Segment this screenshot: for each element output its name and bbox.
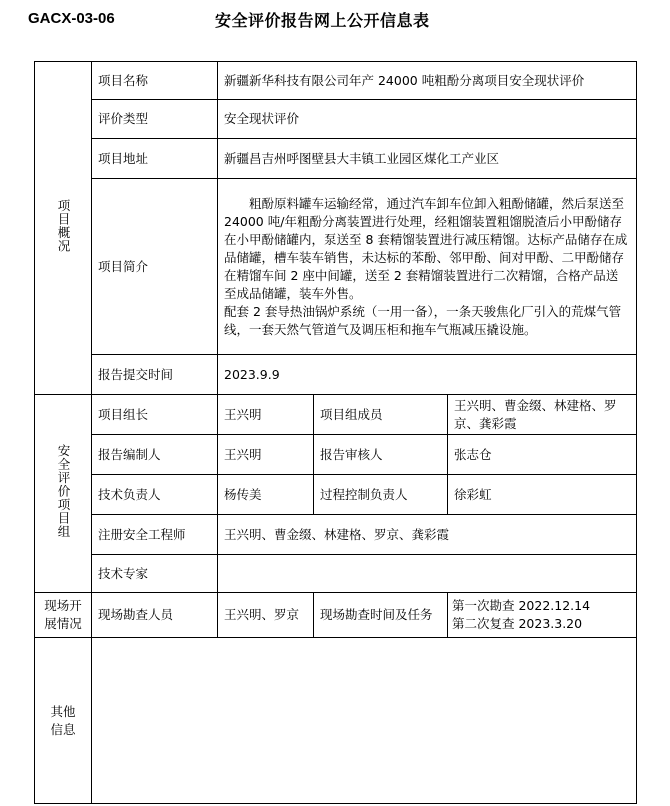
- section-label-line-2: 展情况: [44, 616, 82, 631]
- survey-second: 第二次复查 2023.3.20: [452, 616, 583, 631]
- value-report-reviewer: 张志仓: [448, 435, 637, 475]
- label-project-intro: 项目简介: [92, 179, 218, 355]
- value-project-address: 新疆昌吉州呼图壁县大丰镇工业园区煤化工产业区: [218, 139, 637, 179]
- value-survey-time: [448, 593, 637, 638]
- info-table: [34, 61, 637, 804]
- value-project-name: 新疆新华科技有限公司年产 24000 吨粗酚分离项目安全现状评价: [218, 62, 637, 100]
- value-team-leader: 王兴明: [218, 395, 314, 435]
- row-project-intro: [35, 179, 637, 355]
- label-team-members: 项目组成员: [314, 395, 448, 435]
- label-project-address: 项目地址: [92, 139, 218, 179]
- row-project-name: [35, 62, 637, 100]
- label-survey-time: 现场勘查时间及任务: [314, 593, 448, 638]
- section-label-line-1: 其他: [50, 703, 76, 719]
- intro-paragraph-2: 配套 2 套导热油锅炉系统（一用一备），一条天骏焦化厂引入的荒煤气管线，一套天然气管道气及调压柜和拖车气瓶减压撬设施。: [224, 303, 622, 337]
- row-site-survey: [35, 593, 637, 638]
- value-submit-time: 2023.9.9: [218, 355, 637, 395]
- document-title: 安全评价报告网上公开信息表: [215, 11, 430, 30]
- row-tech-lead: [35, 475, 637, 515]
- row-tech-expert: [35, 555, 637, 593]
- label-safety-engineers: 注册安全工程师: [92, 515, 218, 555]
- value-process-lead: 徐彩虹: [448, 475, 637, 515]
- value-other-info: [92, 638, 637, 804]
- value-tech-expert: [218, 555, 637, 593]
- label-submit-time: 报告提交时间: [92, 355, 218, 395]
- section-project-overview: [35, 62, 92, 395]
- section-label-line-1: 现场开: [44, 598, 82, 613]
- label-project-name: 项目名称: [92, 62, 218, 100]
- row-team-leader: [35, 395, 637, 435]
- survey-first: 第一次勘查 2022.12.14: [452, 598, 591, 613]
- label-survey-staff: 现场勘查人员: [92, 593, 218, 638]
- label-process-lead: 过程控制负责人: [314, 475, 448, 515]
- row-safety-engineers: [35, 515, 637, 555]
- value-survey-staff: 王兴明、罗京: [218, 593, 314, 638]
- row-report-writer: [35, 435, 637, 475]
- row-evaluation-type: [35, 100, 637, 139]
- value-safety-engineers: 王兴明、曹金缀、林建格、罗京、龚彩霞: [218, 515, 637, 555]
- section-other-info: [35, 638, 92, 804]
- value-tech-lead: 杨传美: [218, 475, 314, 515]
- section-evaluation-team: [35, 395, 92, 593]
- row-project-address: [35, 139, 637, 179]
- intro-paragraph-1: 粗酚原料罐车运输经常，通过汽车卸车位卸入粗酚储罐，然后泵送至 24000 吨/年粗酚分离装置进行处理，经粗馏装置粗馏脱渣后小甲酚储存在小甲酚储罐内，泵送至 8 套精馏装置进行减压精馏。达标产品储存在成品储罐，槽车装车销售，未达标的苯酚、邻甲酚、间对甲酚、二甲酚储存在精馏车间 2 座中间罐，送至 2 套精馏装置进行二次精馏，合格产品送至成品储罐，装车外售。: [224, 195, 628, 301]
- section-label-line-2: 信息: [50, 721, 76, 737]
- section-label: 项目概况: [56, 198, 71, 253]
- document-code: GACX-03-06: [28, 10, 115, 27]
- value-project-intro: [218, 179, 637, 355]
- value-report-writer: 王兴明: [218, 435, 314, 475]
- label-tech-lead: 技术负责人: [92, 475, 218, 515]
- label-report-writer: 报告编制人: [92, 435, 218, 475]
- section-label: 安全评价项目组: [56, 443, 71, 539]
- value-team-members: 王兴明、曹金缀、林建格、罗京、龚彩霞: [448, 395, 637, 435]
- label-tech-expert: 技术专家: [92, 555, 218, 593]
- label-team-leader: 项目组长: [92, 395, 218, 435]
- value-evaluation-type: 安全现状评价: [218, 100, 637, 139]
- label-report-reviewer: 报告审核人: [314, 435, 448, 475]
- label-evaluation-type: 评价类型: [92, 100, 218, 139]
- row-submit-time: [35, 355, 637, 395]
- section-site-survey: [35, 593, 92, 638]
- row-other-info: [35, 638, 637, 804]
